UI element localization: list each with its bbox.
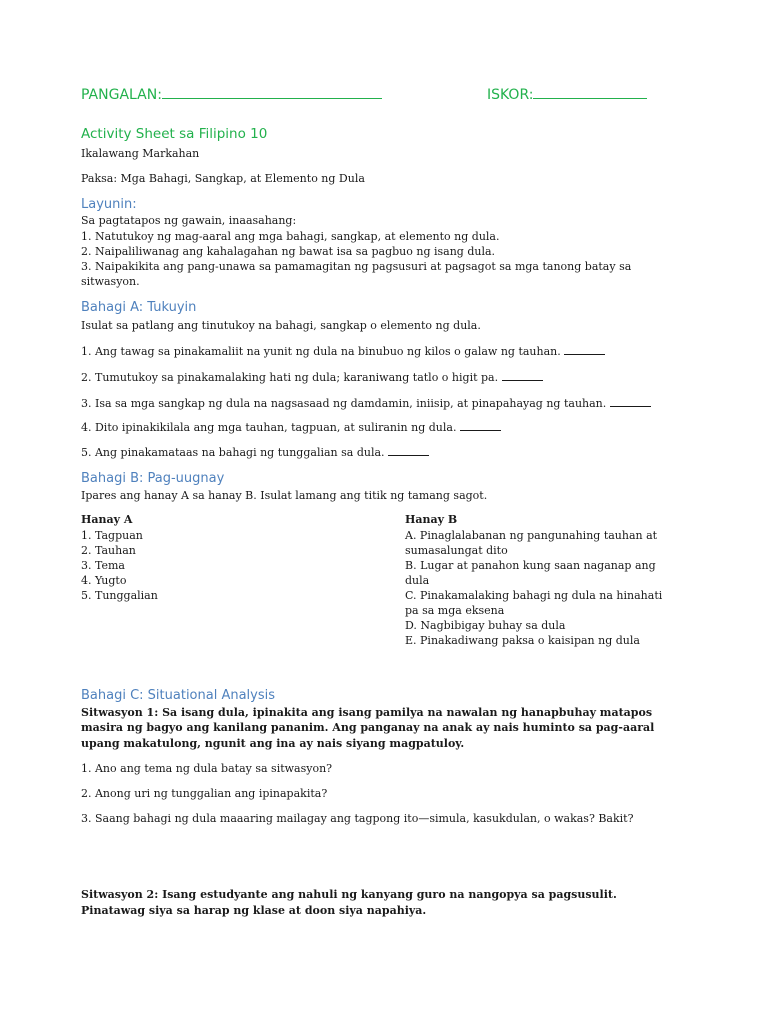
name-field xyxy=(81,84,382,103)
situational-question: 1. Ano ang tema ng dula batay sa sitwasyon? xyxy=(81,762,333,775)
hanay-a-item: 3. Tema xyxy=(81,559,125,572)
hanay-b-line: B. Lugar at panahon kung saan naganap ang xyxy=(405,559,656,572)
question-text: 2. Tumutukoy sa pinakamalaking hati ng dula; karaniwang tatlo o higit pa. xyxy=(81,371,499,384)
score-field xyxy=(487,84,647,103)
quarter-label: Ikalawang Markahan xyxy=(81,147,200,160)
bahagi-a-question xyxy=(81,395,651,411)
name-blank[interactable] xyxy=(162,84,382,99)
hanay-a-item: 1. Tagpuan xyxy=(81,529,143,542)
bahagi-b-instruction: Ipares ang hanay A sa hanay B. Isulat lamang ang titik ng tamang sagot. xyxy=(81,489,488,502)
layunin-item: 2. Naipaliliwanag ang kahalagahan ng bawat isa sa pagbuo ng isang dula. xyxy=(81,245,496,258)
layunin-heading: Layunin: xyxy=(81,197,137,212)
hanay-b-line: sumasalungat dito xyxy=(405,544,508,557)
answer-blank[interactable] xyxy=(610,395,651,407)
sitwasyon-1-line: upang makatulong, ngunit ang ina ay nais siyang magpatuloy. xyxy=(81,737,465,750)
sitwasyon-1-line: masira ng bagyo ang kanilang pananim. Ang panganay na anak ay nais huminto sa pag-aaral xyxy=(81,721,655,734)
situational-question: 3. Saang bahagi ng dula maaaring mailagay ang tagpong ito—simula, kasukdulan, o wakas? Bakit? xyxy=(81,812,634,825)
score-label: ISKOR: xyxy=(487,87,534,103)
sitwasyon-2-line: Pinatawag siya sa harap ng klase at doon siya napahiya. xyxy=(81,904,427,917)
bahagi-a-heading: Bahagi A: Tukuyin xyxy=(81,300,197,315)
sitwasyon-2-line: Sitwasyon 2: Isang estudyante ang nahuli ng kanyang guro na nangopya sa pagsusulit. xyxy=(81,888,617,901)
layunin-item: sitwasyon. xyxy=(81,275,140,288)
score-blank[interactable] xyxy=(533,84,647,99)
hanay-a-item: 4. Yugto xyxy=(81,574,127,587)
hanay-b-line: E. Pinakadiwang paksa o kaisipan ng dula xyxy=(405,634,640,647)
question-text: 1. Ang tawag sa pinakamaliit na yunit ng dula na binubuo ng kilos o galaw ng tauhan. xyxy=(81,345,561,358)
answer-blank[interactable] xyxy=(502,369,543,381)
hanay-b-line: C. Pinakamalaking bahagi ng dula na hinahati xyxy=(405,589,663,602)
answer-blank[interactable] xyxy=(460,419,501,431)
topic-label: Paksa: Mga Bahagi, Sangkap, at Elemento ng Dula xyxy=(81,172,365,185)
answer-blank[interactable] xyxy=(564,343,605,355)
hanay-b-line: pa sa mga eksena xyxy=(405,604,505,617)
answer-blank[interactable] xyxy=(388,444,429,456)
bahagi-a-question xyxy=(81,419,501,435)
hanay-b-line: A. Pinaglalabanan ng pangunahing tauhan at xyxy=(405,529,658,542)
bahagi-a-instruction: Isulat sa patlang ang tinutukoy na bahagi, sangkap o elemento ng dula. xyxy=(81,319,481,332)
bahagi-b-heading: Bahagi B: Pag-uugnay xyxy=(81,471,225,486)
hanay-b-line: D. Nagbibigay buhay sa dula xyxy=(405,619,566,632)
hanay-a-item: 5. Tunggalian xyxy=(81,589,158,602)
hanay-a-item: 2. Tauhan xyxy=(81,544,136,557)
question-text: 4. Dito ipinakikilala ang mga tauhan, tagpuan, at suliranin ng dula. xyxy=(81,421,457,434)
situational-question: 2. Anong uri ng tunggalian ang ipinapakita? xyxy=(81,787,328,800)
layunin-intro: Sa pagtatapos ng gawain, inaasahang: xyxy=(81,214,297,227)
question-text: 5. Ang pinakamataas na bahagi ng tunggalian sa dula. xyxy=(81,446,385,459)
bahagi-a-question xyxy=(81,444,429,460)
question-text: 3. Isa sa mga sangkap ng dula na nagsasaad ng damdamin, iniisip, at pinapahayag ng tauhan. xyxy=(81,397,607,410)
bahagi-a-question xyxy=(81,343,605,359)
document-title: Activity Sheet sa Filipino 10 xyxy=(81,126,268,142)
hanay-a-heading: Hanay A xyxy=(81,513,133,526)
layunin-item: 1. Natutukoy ng mag-aaral ang mga bahagi, sangkap, at elemento ng dula. xyxy=(81,230,500,243)
sitwasyon-1-line: Sitwasyon 1: Sa isang dula, ipinakita ang isang pamilya na nawalan ng hanapbuhay matapos xyxy=(81,706,653,719)
bahagi-a-question xyxy=(81,369,543,385)
layunin-item: 3. Naipakikita ang pang-unawa sa pamamagitan ng pagsusuri at pagsagot sa mga tanong batay sa xyxy=(81,260,632,273)
hanay-b-line: dula xyxy=(405,574,430,587)
name-label: PANGALAN: xyxy=(81,87,162,103)
hanay-b-heading: Hanay B xyxy=(405,513,458,526)
bahagi-c-heading: Bahagi C: Situational Analysis xyxy=(81,688,276,703)
